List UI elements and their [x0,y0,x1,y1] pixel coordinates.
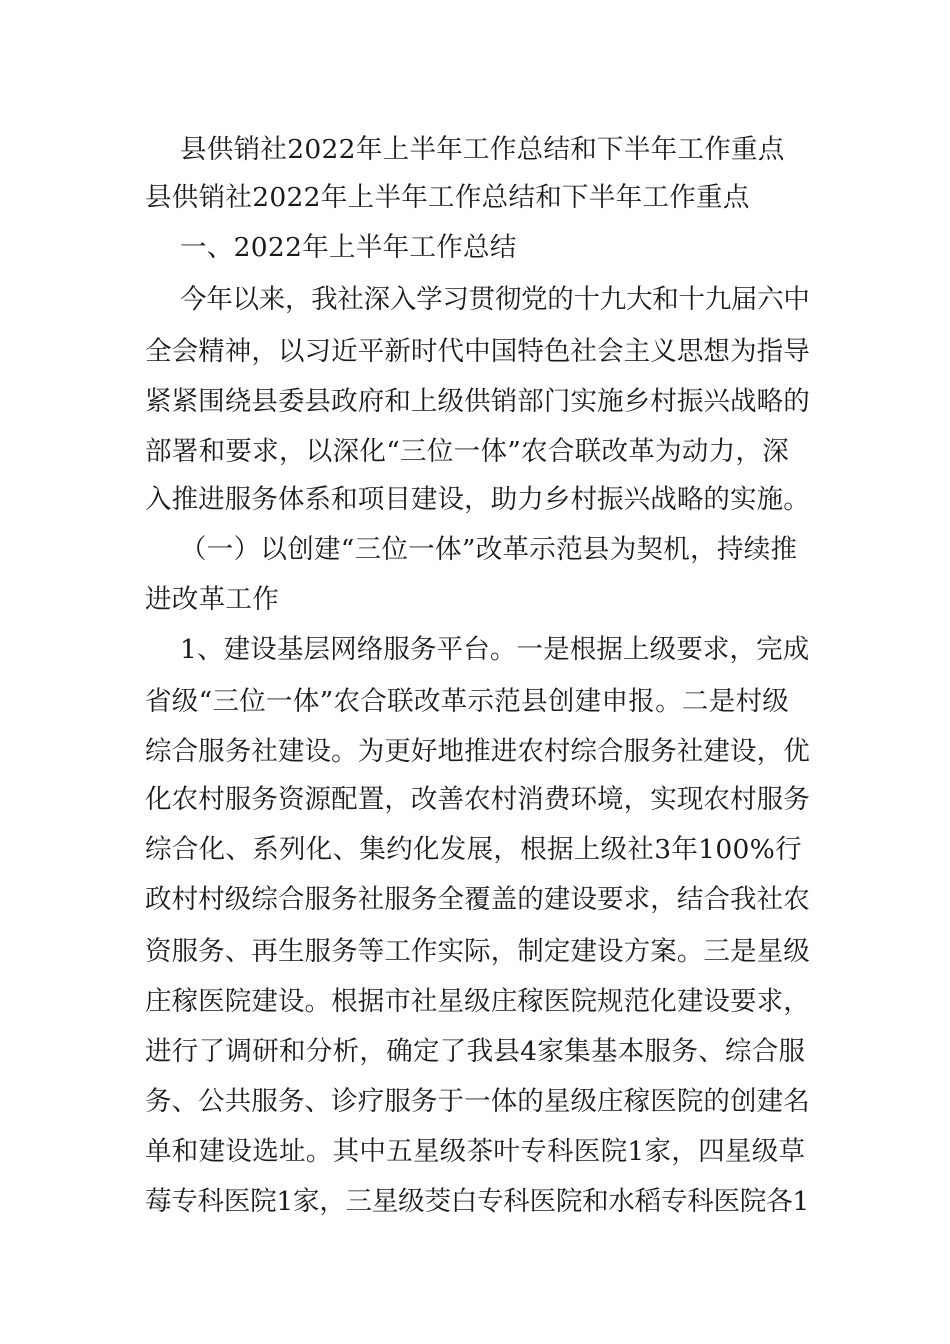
intro-line: 今年以来，我社深入学习贯彻党的十九大和十九届六中 [180,284,810,315]
body-line: 莓专科医院1家，三星级茭白专科医院和水稻专科医院各1 [145,1186,810,1217]
intro-line: 部署和要求，以深化“三位一体”农合联改革为动力，深 [145,436,790,467]
intro-line: 全会精神，以习近平新时代中国特色社会主义思想为指导 [145,336,810,367]
body-line: 综合服务社建设。为更好地推进农村综合服务社建设，优 [145,736,810,767]
intro-line: 入推进服务体系和项目建设，助力乡村振兴战略的实施。 [145,484,810,515]
body-line: 庄稼医院建设。根据市社星级庄稼医院规范化建设要求， [145,986,810,1017]
intro-line: 紧紧围绕县委县政府和上级供销部门实施乡村振兴战略的 [145,386,810,417]
document-title: 县供销社2022年上半年工作总结和下半年工作重点 [180,134,785,165]
subsection-heading: 进改革工作 [145,584,279,615]
body-line: 1、建设基层网络服务平台。一是根据上级要求，完成 [180,634,810,665]
body-line: 进行了调研和分析，确定了我县4家集基本服务、综合服 [145,1036,806,1067]
body-line: 省级“三位一体”农合联改革示范县创建申报。二是村级 [145,686,790,717]
document-title-repeat: 县供销社2022年上半年工作总结和下半年工作重点 [145,182,750,213]
body-line: 单和建设选址。其中五星级茶叶专科医院1家，四星级草 [145,1136,806,1167]
body-line: 务、公共服务、诊疗服务于一体的星级庄稼医院的创建名 [145,1086,810,1117]
body-line: 资服务、再生服务等工作实际，制定建设方案。三是星级 [145,936,810,967]
subsection-heading: （一）以创建“三位一体”改革示范县为契机，持续推 [180,534,798,565]
body-line: 化农村服务资源配置，改善农村消费环境，实现农村服务 [145,784,810,815]
body-line: 综合化、系列化、集约化发展，根据上级社3年100%行 [145,834,802,865]
body-line: 政村村级综合服务社服务全覆盖的建设要求，结合我社农 [145,884,810,915]
section-heading: 一、2022年上半年工作总结 [180,232,517,263]
